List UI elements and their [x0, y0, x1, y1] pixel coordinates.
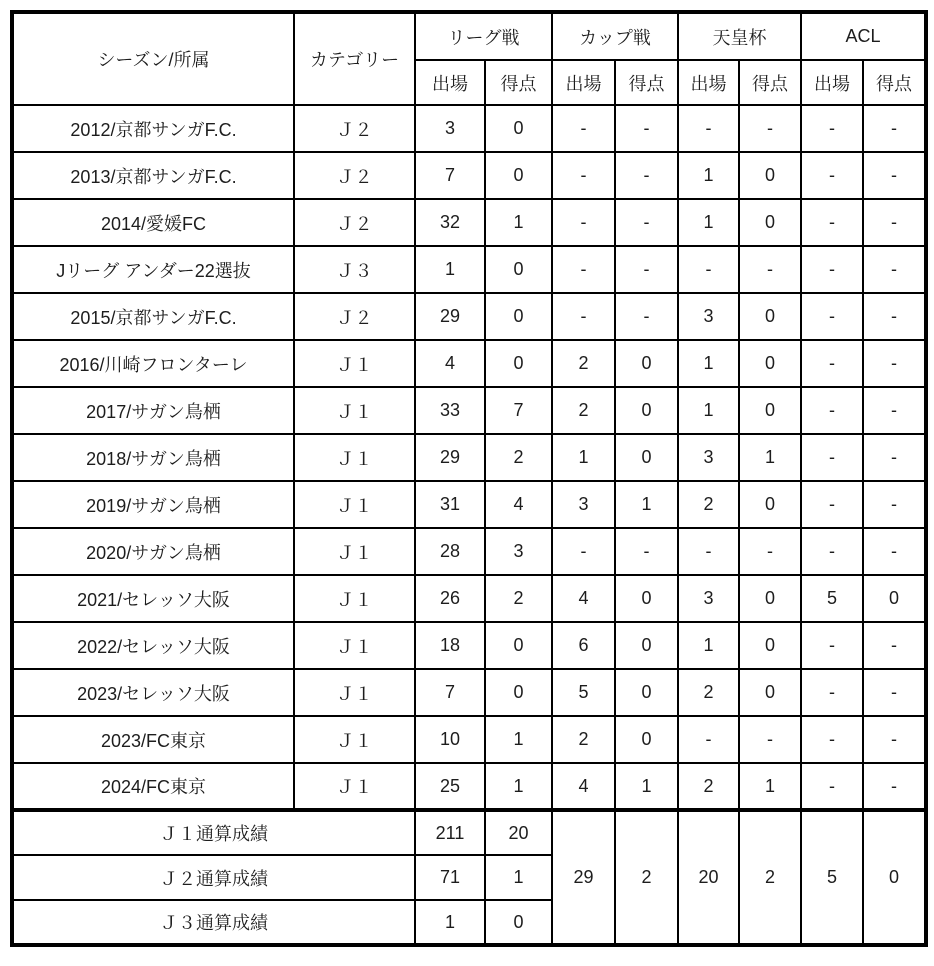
league-goals-cell: 1 — [485, 763, 552, 810]
cup-apps-cell: 2 — [552, 716, 615, 763]
acl-goals-cell: - — [863, 293, 926, 340]
emperors-apps-cell: - — [678, 716, 739, 763]
category-cell: Ｊ１ — [294, 622, 415, 669]
cup-goals-cell: 1 — [615, 481, 678, 528]
table-row — [12, 622, 926, 669]
season-club-cell: 2020/サガン鳥栖 — [12, 528, 294, 575]
cup-goals-cell: - — [615, 528, 678, 575]
emperors-apps-cell: 1 — [678, 387, 739, 434]
career-stats-table — [10, 10, 928, 947]
acl-goals-cell: - — [863, 434, 926, 481]
emperors-apps-cell: 3 — [678, 575, 739, 622]
emperors-apps-cell: - — [678, 105, 739, 152]
header-cup-apps: 出場 — [552, 60, 615, 105]
table-header — [12, 12, 926, 105]
acl-apps-cell: - — [801, 481, 863, 528]
acl-apps-cell: - — [801, 716, 863, 763]
league-goals-cell: 1 — [485, 716, 552, 763]
acl-apps-cell: - — [801, 199, 863, 246]
cup-apps-cell: 5 — [552, 669, 615, 716]
league-goals-cell: 7 — [485, 387, 552, 434]
league-apps-cell: 4 — [415, 340, 485, 387]
league-apps-cell: 32 — [415, 199, 485, 246]
emperors-apps-cell: 3 — [678, 293, 739, 340]
cup-goals-cell: 0 — [615, 340, 678, 387]
cup-apps-cell: 1 — [552, 434, 615, 481]
cup-goals-cell: - — [615, 199, 678, 246]
summary-league-apps-cell: 71 — [415, 855, 485, 900]
cup-apps-cell: 4 — [552, 763, 615, 810]
summary-cup-goals-cell: 2 — [615, 810, 678, 945]
league-goals-cell: 3 — [485, 528, 552, 575]
emperors-apps-cell: 1 — [678, 199, 739, 246]
summary-acl-goals-cell: 0 — [863, 810, 926, 945]
league-apps-cell: 18 — [415, 622, 485, 669]
category-cell: Ｊ１ — [294, 669, 415, 716]
header-row-competitions — [12, 12, 926, 60]
table-row — [12, 105, 926, 152]
header-cup: カップ戦 — [552, 12, 678, 60]
header-cup-goals: 得点 — [615, 60, 678, 105]
emperors-goals-cell: - — [739, 246, 801, 293]
cup-apps-cell: 4 — [552, 575, 615, 622]
cup-goals-cell: 0 — [615, 575, 678, 622]
acl-goals-cell: - — [863, 763, 926, 810]
table-row — [12, 481, 926, 528]
league-goals-cell: 2 — [485, 434, 552, 481]
league-apps-cell: 7 — [415, 669, 485, 716]
season-club-cell: 2024/FC東京 — [12, 763, 294, 810]
cup-apps-cell: - — [552, 528, 615, 575]
acl-apps-cell: - — [801, 763, 863, 810]
emperors-apps-cell: 2 — [678, 481, 739, 528]
summary-row-j1 — [12, 810, 926, 855]
emperors-goals-cell: 0 — [739, 199, 801, 246]
acl-goals-cell: - — [863, 669, 926, 716]
cup-apps-cell: 6 — [552, 622, 615, 669]
table-row — [12, 434, 926, 481]
emperors-goals-cell: - — [739, 716, 801, 763]
acl-apps-cell: - — [801, 152, 863, 199]
league-apps-cell: 10 — [415, 716, 485, 763]
acl-apps-cell: - — [801, 434, 863, 481]
category-cell: Ｊ１ — [294, 481, 415, 528]
emperors-goals-cell: 1 — [739, 434, 801, 481]
league-goals-cell: 0 — [485, 246, 552, 293]
season-club-cell: 2017/サガン鳥栖 — [12, 387, 294, 434]
league-goals-cell: 0 — [485, 340, 552, 387]
category-cell: Ｊ１ — [294, 575, 415, 622]
table-row — [12, 528, 926, 575]
cup-goals-cell: 0 — [615, 622, 678, 669]
season-club-cell: 2012/京都サンガF.C. — [12, 105, 294, 152]
cup-apps-cell: - — [552, 293, 615, 340]
acl-goals-cell: - — [863, 246, 926, 293]
acl-goals-cell: - — [863, 105, 926, 152]
cup-goals-cell: 0 — [615, 434, 678, 481]
acl-apps-cell: - — [801, 669, 863, 716]
header-emperors-apps: 出場 — [678, 60, 739, 105]
acl-apps-cell: - — [801, 622, 863, 669]
season-club-cell: 2019/サガン鳥栖 — [12, 481, 294, 528]
table-row — [12, 246, 926, 293]
header-league-apps: 出場 — [415, 60, 485, 105]
league-apps-cell: 7 — [415, 152, 485, 199]
emperors-goals-cell: 0 — [739, 152, 801, 199]
emperors-goals-cell: 0 — [739, 622, 801, 669]
league-goals-cell: 2 — [485, 575, 552, 622]
table-row — [12, 763, 926, 810]
acl-apps-cell: - — [801, 246, 863, 293]
emperors-apps-cell: 1 — [678, 340, 739, 387]
cup-apps-cell: - — [552, 199, 615, 246]
table-row — [12, 716, 926, 763]
cup-goals-cell: 0 — [615, 387, 678, 434]
season-club-cell: 2014/愛媛FC — [12, 199, 294, 246]
season-club-cell: 2022/セレッソ大阪 — [12, 622, 294, 669]
league-apps-cell: 25 — [415, 763, 485, 810]
acl-apps-cell: - — [801, 528, 863, 575]
cup-apps-cell: 2 — [552, 340, 615, 387]
acl-goals-cell: - — [863, 387, 926, 434]
header-acl-apps: 出場 — [801, 60, 863, 105]
emperors-goals-cell: 0 — [739, 669, 801, 716]
category-cell: Ｊ２ — [294, 152, 415, 199]
category-cell: Ｊ１ — [294, 716, 415, 763]
cup-goals-cell: - — [615, 105, 678, 152]
table-summary — [12, 810, 926, 945]
cup-goals-cell: 0 — [615, 716, 678, 763]
league-goals-cell: 1 — [485, 199, 552, 246]
header-league-goals: 得点 — [485, 60, 552, 105]
category-cell: Ｊ１ — [294, 528, 415, 575]
season-club-cell: Jリーグ アンダー22選抜 — [12, 246, 294, 293]
league-goals-cell: 4 — [485, 481, 552, 528]
emperors-goals-cell: 1 — [739, 763, 801, 810]
category-cell: Ｊ１ — [294, 340, 415, 387]
cup-apps-cell: - — [552, 105, 615, 152]
emperors-goals-cell: 0 — [739, 340, 801, 387]
acl-goals-cell: - — [863, 622, 926, 669]
summary-label-cell: Ｊ２通算成績 — [12, 855, 415, 900]
league-goals-cell: 0 — [485, 669, 552, 716]
season-club-cell: 2023/セレッソ大阪 — [12, 669, 294, 716]
category-cell: Ｊ３ — [294, 246, 415, 293]
league-goals-cell: 0 — [485, 105, 552, 152]
emperors-goals-cell: 0 — [739, 293, 801, 340]
acl-goals-cell: - — [863, 152, 926, 199]
league-goals-cell: 0 — [485, 622, 552, 669]
league-apps-cell: 3 — [415, 105, 485, 152]
category-cell: Ｊ２ — [294, 105, 415, 152]
acl-apps-cell: - — [801, 340, 863, 387]
league-apps-cell: 29 — [415, 434, 485, 481]
header-emperors-cup: 天皇杯 — [678, 12, 801, 60]
cup-apps-cell: - — [552, 246, 615, 293]
header-league: リーグ戦 — [415, 12, 552, 60]
league-apps-cell: 26 — [415, 575, 485, 622]
emperors-goals-cell: 0 — [739, 481, 801, 528]
header-acl-goals: 得点 — [863, 60, 926, 105]
league-apps-cell: 1 — [415, 246, 485, 293]
summary-label-cell: Ｊ１通算成績 — [12, 810, 415, 855]
summary-emperors-apps-cell: 20 — [678, 810, 739, 945]
category-cell: Ｊ１ — [294, 434, 415, 481]
emperors-apps-cell: 2 — [678, 763, 739, 810]
table-row — [12, 293, 926, 340]
season-club-cell: 2018/サガン鳥栖 — [12, 434, 294, 481]
acl-goals-cell: - — [863, 716, 926, 763]
table-row — [12, 152, 926, 199]
category-cell: Ｊ２ — [294, 293, 415, 340]
category-cell: Ｊ１ — [294, 763, 415, 810]
table-body — [12, 105, 926, 810]
emperors-apps-cell: 1 — [678, 622, 739, 669]
league-goals-cell: 0 — [485, 293, 552, 340]
cup-goals-cell: - — [615, 293, 678, 340]
summary-league-apps-cell: 211 — [415, 810, 485, 855]
emperors-apps-cell: 2 — [678, 669, 739, 716]
emperors-goals-cell: 0 — [739, 387, 801, 434]
summary-league-apps-cell: 1 — [415, 900, 485, 945]
emperors-apps-cell: 1 — [678, 152, 739, 199]
cup-apps-cell: 3 — [552, 481, 615, 528]
summary-cup-apps-cell: 29 — [552, 810, 615, 945]
table-row — [12, 199, 926, 246]
header-season-club: シーズン/所属 — [12, 12, 294, 105]
table-row — [12, 669, 926, 716]
acl-goals-cell: - — [863, 481, 926, 528]
acl-apps-cell: 5 — [801, 575, 863, 622]
header-category: カテゴリー — [294, 12, 415, 105]
header-acl: ACL — [801, 12, 926, 60]
emperors-goals-cell: - — [739, 528, 801, 575]
league-apps-cell: 28 — [415, 528, 485, 575]
acl-goals-cell: - — [863, 199, 926, 246]
season-club-cell: 2023/FC東京 — [12, 716, 294, 763]
cup-apps-cell: 2 — [552, 387, 615, 434]
acl-apps-cell: - — [801, 293, 863, 340]
table-row — [12, 387, 926, 434]
acl-apps-cell: - — [801, 105, 863, 152]
cup-goals-cell: - — [615, 246, 678, 293]
summary-acl-apps-cell: 5 — [801, 810, 863, 945]
table-row — [12, 340, 926, 387]
cup-goals-cell: 1 — [615, 763, 678, 810]
league-apps-cell: 33 — [415, 387, 485, 434]
summary-league-goals-cell: 20 — [485, 810, 552, 855]
summary-league-goals-cell: 0 — [485, 900, 552, 945]
emperors-apps-cell: - — [678, 528, 739, 575]
emperors-goals-cell: 0 — [739, 575, 801, 622]
season-club-cell: 2013/京都サンガF.C. — [12, 152, 294, 199]
acl-goals-cell: - — [863, 528, 926, 575]
acl-goals-cell: - — [863, 340, 926, 387]
cup-goals-cell: - — [615, 152, 678, 199]
header-emperors-goals: 得点 — [739, 60, 801, 105]
league-apps-cell: 31 — [415, 481, 485, 528]
league-apps-cell: 29 — [415, 293, 485, 340]
summary-label-cell: Ｊ３通算成績 — [12, 900, 415, 945]
table-row — [12, 575, 926, 622]
cup-apps-cell: - — [552, 152, 615, 199]
emperors-goals-cell: - — [739, 105, 801, 152]
cup-goals-cell: 0 — [615, 669, 678, 716]
emperors-apps-cell: - — [678, 246, 739, 293]
season-club-cell: 2015/京都サンガF.C. — [12, 293, 294, 340]
acl-goals-cell: 0 — [863, 575, 926, 622]
league-goals-cell: 0 — [485, 152, 552, 199]
category-cell: Ｊ１ — [294, 387, 415, 434]
season-club-cell: 2021/セレッソ大阪 — [12, 575, 294, 622]
emperors-apps-cell: 3 — [678, 434, 739, 481]
summary-emperors-goals-cell: 2 — [739, 810, 801, 945]
acl-apps-cell: - — [801, 387, 863, 434]
season-club-cell: 2016/川崎フロンターレ — [12, 340, 294, 387]
category-cell: Ｊ２ — [294, 199, 415, 246]
summary-league-goals-cell: 1 — [485, 855, 552, 900]
